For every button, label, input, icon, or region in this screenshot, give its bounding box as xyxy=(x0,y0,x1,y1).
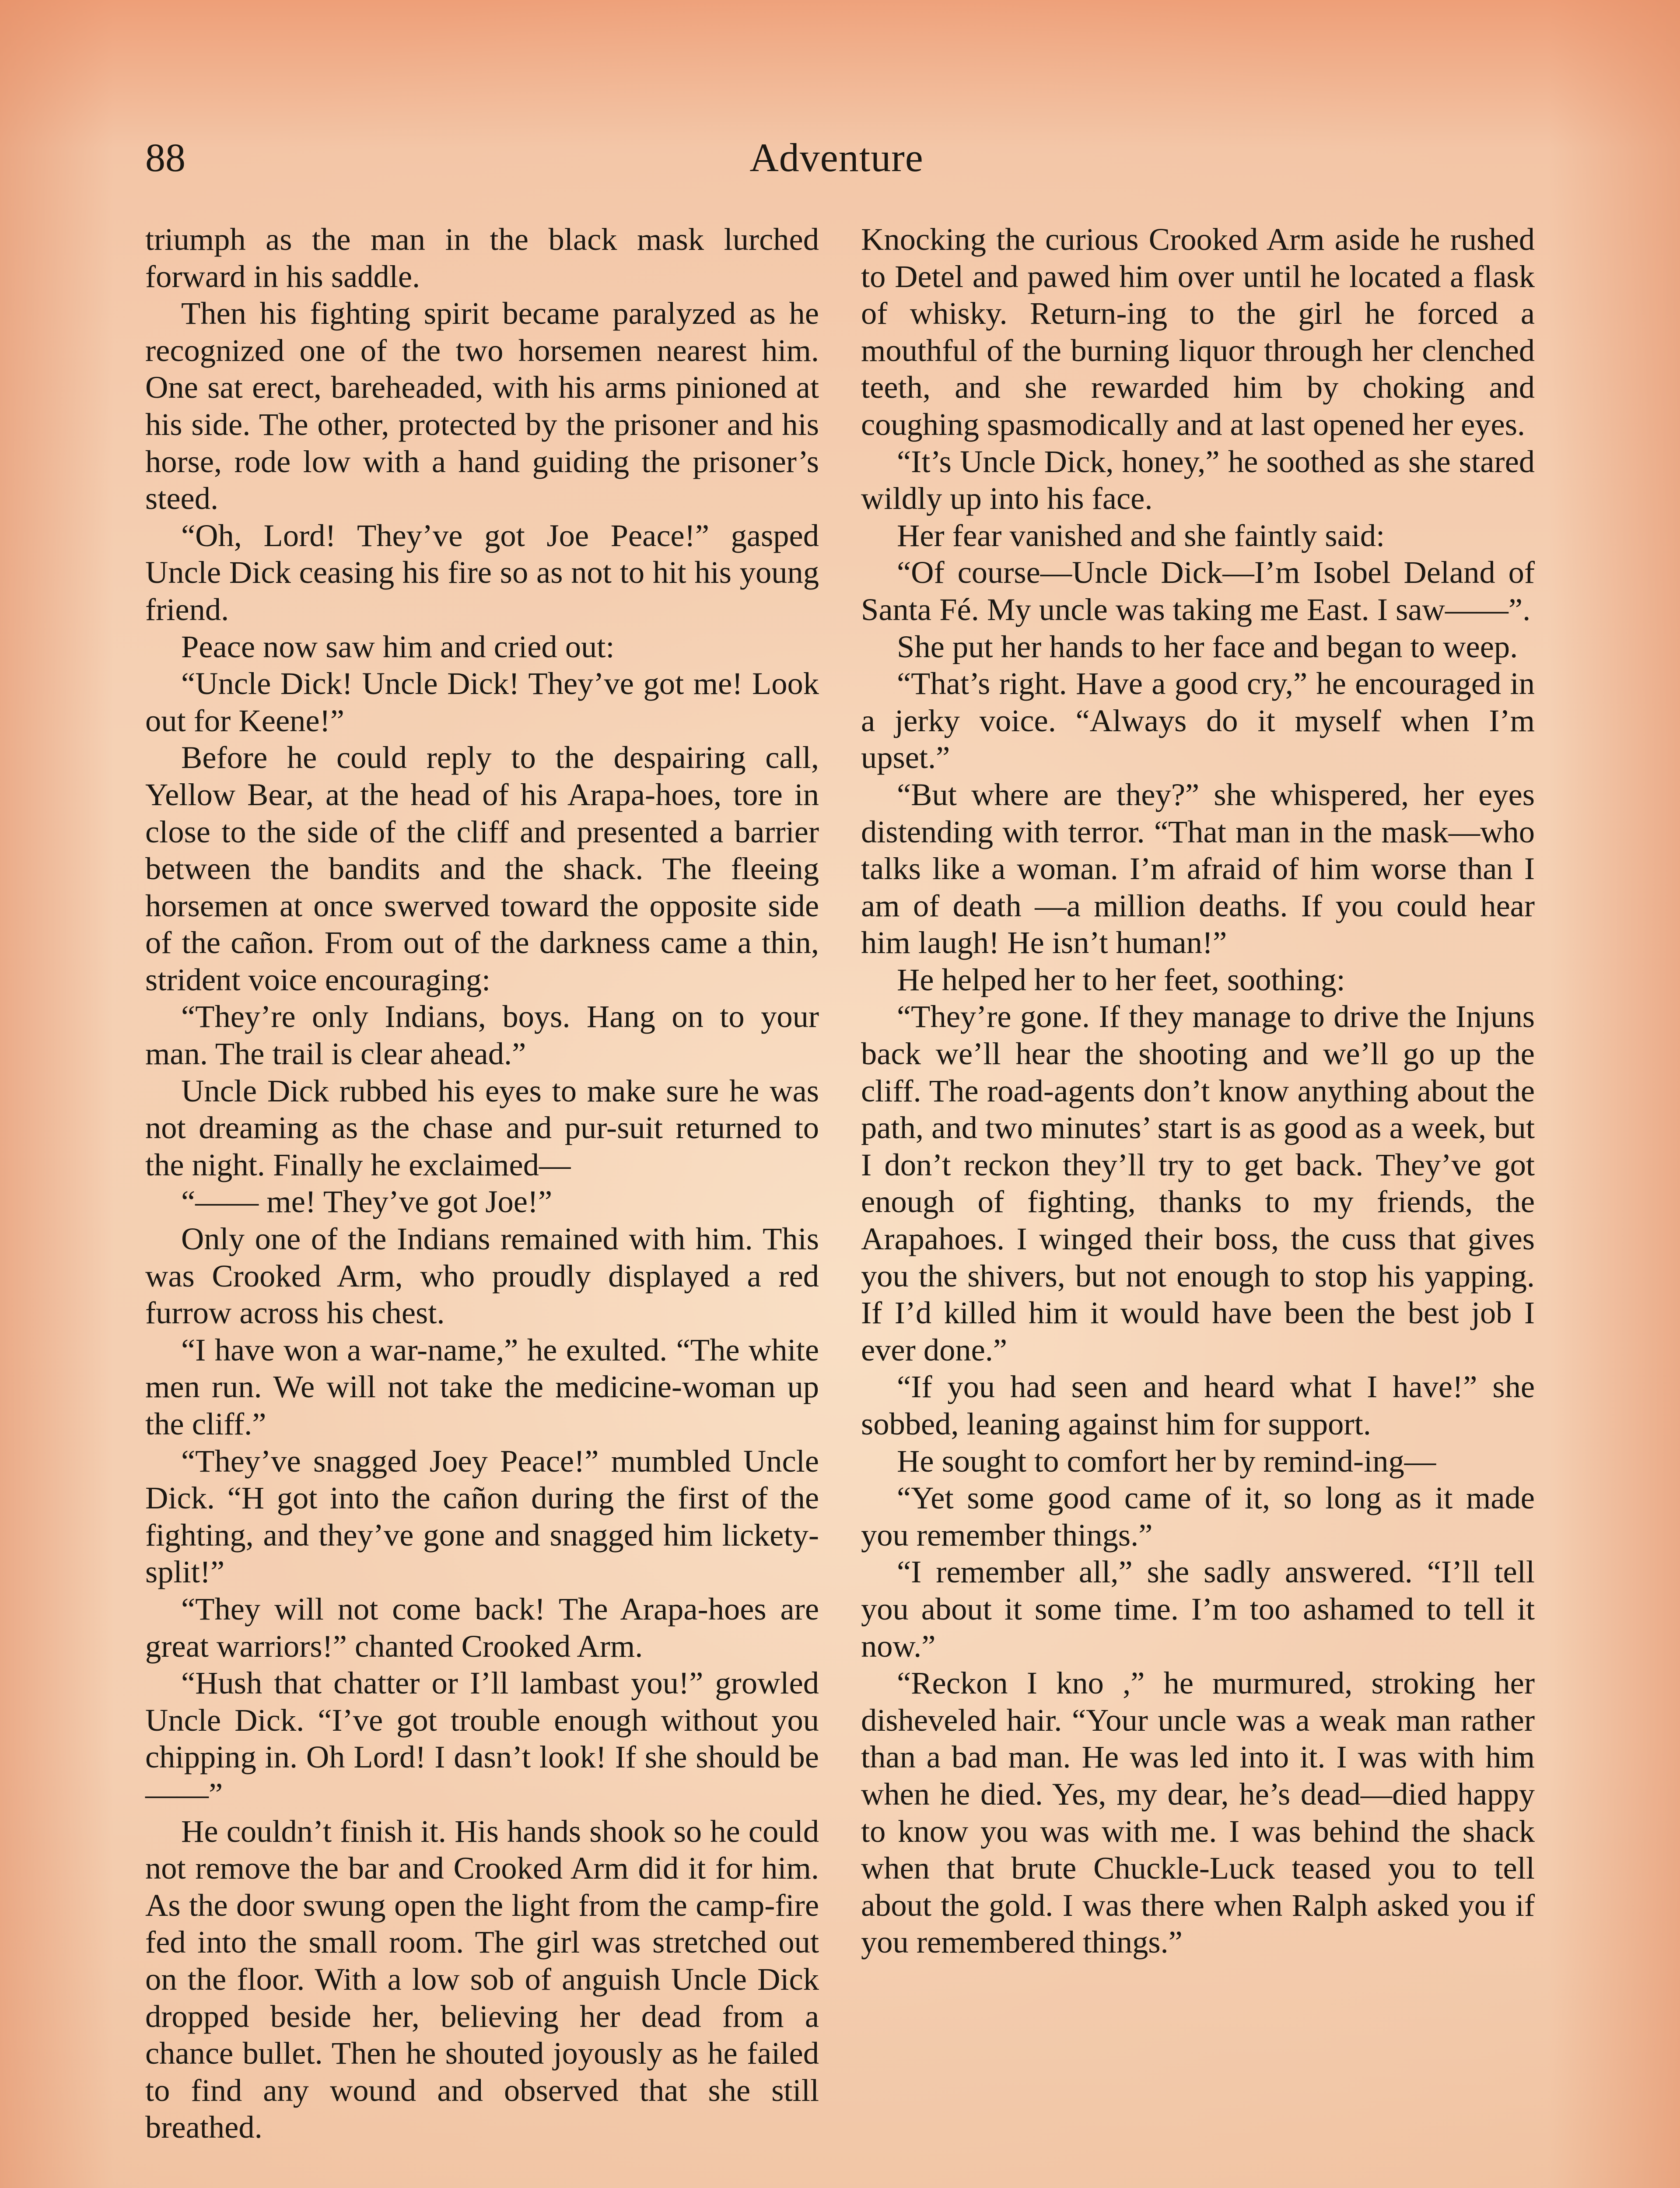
paragraph: Only one of the Indians remained with him. This was Crooked Arm, who proudly displayed a red furrow across his chest. xyxy=(145,1221,819,1331)
paragraph: “Hush that chatter or I’ll lambast you!” growled Uncle Dick. “I’ve got trouble enough without you chipping in. Oh Lord! I dasn’t look! If she should be——” xyxy=(145,1665,819,1812)
paragraph: Her fear vanished and she faintly said: xyxy=(897,517,1385,553)
paragraph: “—— me! They’ve got Joe!” xyxy=(181,1184,553,1220)
paragraph: Then his fighting spirit became paralyzed as he recognized one of the two horsemen nearest him. One sat erect, bareheaded, with his arms pinioned at his side. The other, protected by the prisoner and his horse, rode low with a hand guiding the prisoner’s steed. xyxy=(145,295,819,516)
paragraph: “They’ve snagged Joey Peace!” mumbled Uncle Dick. “H got into the cañon during the first of the fighting, and they’ve gone and snagged him lickety-split!” xyxy=(145,1443,819,1590)
paragraph: “That’s right. Have a good cry,” he encouraged in a jerky voice. “Always do it myself when I’m upset.” xyxy=(861,666,1535,775)
paragraph: Peace now saw him and cried out: xyxy=(181,628,615,664)
paragraph: triumph as the man in the black mask lurched forward in his saddle. xyxy=(145,221,819,294)
page-edge-shadow-right xyxy=(1549,0,1680,2188)
paragraph: “But where are they?” she whispered, her eyes distending with terror. “That man in the mask—who talks like a woman. I’m afraid of him worse than I am of death —a million deaths. If you could hear him laugh! He isn’t human!” xyxy=(861,776,1535,961)
paragraph: He sought to comfort her by remind-ing— xyxy=(897,1443,1436,1479)
paragraph: “If you had seen and heard what I have!” she sobbed, leaning against him for support. xyxy=(861,1369,1535,1441)
page-edge-shadow-left xyxy=(0,0,114,2188)
left-column xyxy=(145,221,819,2146)
paragraph: “They’re gone. If they manage to drive the Injuns back we’ll hear the shooting and we’ll go up the cliff. The road-agents don’t know anything about the path, and two minutes’ start is as good as a week, but I don’t reckon they’ll try to get back. They’ve got enough of fighting, thanks to my friends, the Arapahoes. I winged their boss, the cuss that gives you the shivers, but not enough to stop his yapping. If I’d killed him it would have been the best job I ever done.” xyxy=(861,999,1535,1368)
paragraph: “It’s Uncle Dick, honey,” he soothed as she stared wildly up into his face. xyxy=(861,443,1535,516)
paragraph: “They will not come back! The Arapa-hoes are great warriors!” chanted Crooked Arm. xyxy=(145,1591,819,1664)
paragraph: “Yet some good came of it, so long as it made you remember things.” xyxy=(861,1480,1535,1553)
paragraph: She put her hands to her face and began to weep. xyxy=(897,628,1518,664)
right-column xyxy=(861,221,1535,1961)
paragraph: “Uncle Dick! Uncle Dick! They’ve got me! Look out for Keene!” xyxy=(145,666,819,738)
paragraph: He helped her to her feet, soothing: xyxy=(897,961,1345,997)
paragraph: “I remember all,” she sadly answered. “I’ll tell you about it some time. I’m too ashamed to tell it now.” xyxy=(861,1554,1535,1664)
paragraph: He couldn’t finish it. His hands shook so he could not remove the bar and Crooked Arm did it for him. As the door swung open the light from the camp-fire fed into the small room. The girl was stretched out on the floor. With a low sob of anguish Uncle Dick dropped beside her, believing her dead from a chance bullet. Then he shouted joyously as he failed to find any wound and observed that she still breathed. xyxy=(145,1813,819,2145)
paragraph: “I have won a war-name,” he exulted. “The white men run. We will not take the medicine-woman up the cliff.” xyxy=(145,1332,819,1441)
paragraph: Before he could reply to the despairing call, Yellow Bear, at the head of his Arapa-hoes, tore in close to the side of the cliff and presented a barrier between the bandits and the shack. The fleeing horsemen at once swerved toward the opposite side of the cañon. From out of the darkness came a thin, strident voice encouraging: xyxy=(145,740,819,997)
paragraph: Uncle Dick rubbed his eyes to make sure he was not dreaming as the chase and pur-suit returned to the night. Finally he exclaimed— xyxy=(145,1073,819,1182)
paragraph: Knocking the curious Crooked Arm aside he rushed to Detel and pawed him over until he located a flask of whisky. Return-ing to the girl he forced a mouthful of the burning liquor through her clenched teeth, and she rewarded him by choking and coughing spasmodically and at last opened her eyes. xyxy=(861,221,1535,442)
page-number: 88 xyxy=(145,135,186,180)
paragraph: “They’re only Indians, boys. Hang on to your man. The trail is clear ahead.” xyxy=(145,999,819,1072)
running-title: Adventure xyxy=(749,135,924,180)
page-header xyxy=(145,127,1528,188)
paragraph: “Reckon I kno ,” he murmured, stroking her disheveled hair. “Your uncle was a weak man rather than a bad man. He was led into it. I was with him when he died. Yes, my dear, he’s dead—died happy to know you was with me. I was behind the shack when that brute Chuckle-Luck teased you to tell about the gold. I was there when Ralph asked you if you remembered things.” xyxy=(861,1665,1535,1960)
paragraph: “Oh, Lord! They’ve got Joe Peace!” gasped Uncle Dick ceasing his fire so as not to hit his young friend. xyxy=(145,517,819,627)
paragraph: “Of course—Uncle Dick—I’m Isobel Deland of Santa Fé. My uncle was taking me East. I saw——”. xyxy=(861,554,1535,627)
